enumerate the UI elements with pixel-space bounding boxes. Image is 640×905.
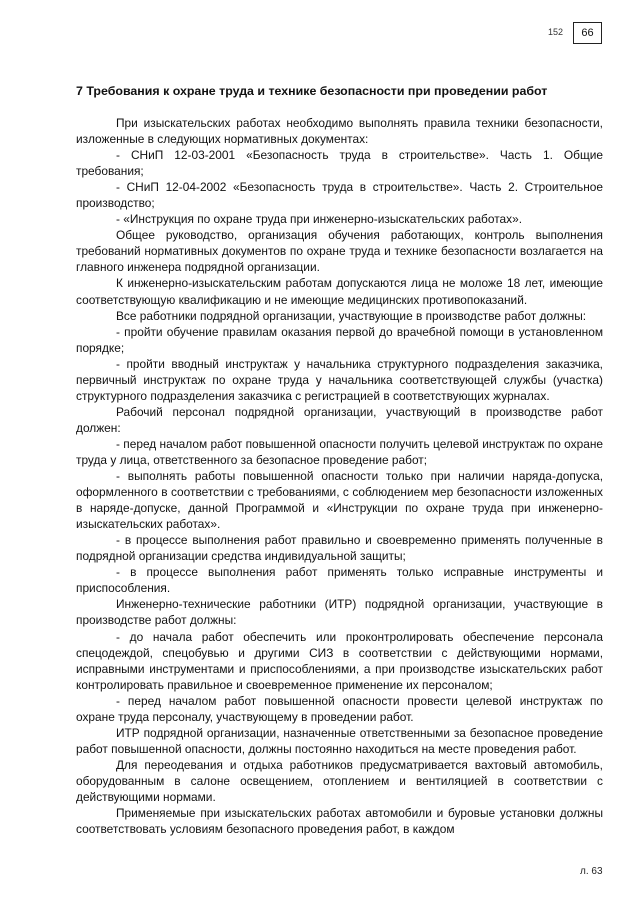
paragraph: К инженерно-изыскательским работам допускаются лица не моложе 18 лет, имеющие соответствующую квалификацию и не имеющие медицинских противопоказаний. [76, 276, 603, 307]
page-number-box: 66 [573, 22, 602, 44]
paragraph: Все работники подрядной организации, участвующие в производстве работ должны: [116, 308, 587, 323]
section-heading: 7 Требования к охране труда и технике безопасности при проведении работ [76, 84, 548, 98]
list-item: - СНиП 12-03-2001 «Безопасность труда в строительстве». Часть 1. Общие требования; [76, 148, 603, 179]
list-item: - пройти обучение правилам оказания первой до врачебной помощи в установленном порядке; [76, 324, 603, 355]
paragraph: Рабочий персонал подрядной организации, участвующий в производстве работ должен: [76, 404, 603, 435]
list-item: - в процессе выполнения работ применять только исправные инструменты и приспособления. [76, 565, 603, 596]
paragraph: ИТР подрядной организации, назначенные ответственными за безопасное проведение работ повышенной опасности, должны постоянно находиться на месте проведения работ. [76, 725, 603, 756]
list-item: - до начала работ обеспечить или проконтролировать обеспечение персонала спецодеждой, спецобувью и другими СИЗ в соответствии с действующими нормами, исправными инструментами и приспособлениями, а при производстве изыскательских работ контролировать правильное и своевременное применение их персоналом; [76, 629, 603, 692]
paragraph: Инженерно-технические работники (ИТР) подрядной организации, участвующие в производстве работ должны: [76, 597, 603, 628]
paragraph: При изыскательских работах необходимо выполнять правила техники безопасности, изложенные в следующих нормативных документах: [76, 116, 603, 147]
list-item: - СНиП 12-04-2002 «Безопасность труда в строительстве». Часть 2. Строительное производство; [76, 180, 603, 211]
body-text [76, 115, 603, 837]
paragraph: Применяемые при изыскательских работах автомобили и буровые установки должны соответствовать условиям безопасного проведения работ, в каждом [76, 806, 603, 837]
list-item: - «Инструкция по охране труда при инженерно-изыскательских работах». [116, 212, 523, 227]
list-item: - пройти вводный инструктаж у начальника структурного подразделения заказчика, первичный инструктаж по охране труда у начальника соответствующей службы (участка) структурного подразделения заказчика с регистрацией в соответствующих журналах. [76, 356, 603, 403]
paragraph: Для переодевания и отдыха работников предусматривается вахтовый автомобиль, оборудованным в салоне освещением, отоплением и вентиляцией в соответствии с действующими нормами. [76, 757, 603, 804]
paragraph: Общее руководство, организация обучения работающих, контроль выполнения требований нормативных документов по охране труда и технике безопасности возлагается на главного инженера подрядной организации. [76, 228, 603, 275]
list-item: - перед началом работ повышенной опасности провести целевой инструктаж по охране труда персоналу, участвующему в проведении работ. [76, 693, 603, 724]
footer-page-label: л. 63 [580, 866, 603, 877]
list-item: - в процессе выполнения работ правильно и своевременно применять полученные в подрядной организации средства индивидуальной защиты; [76, 533, 603, 564]
document-number: 152 [548, 27, 564, 37]
list-item: - выполнять работы повышенной опасности только при наличии наряда-допуска, оформленного в соответствии с требованиями, с соблюдением мер безопасности изложенных в наряде-допуске, данной Программой и «Инструкции по охране труда при инженерно-изыскательских работах». [76, 469, 603, 532]
list-item: - перед началом работ повышенной опасности получить целевой инструктаж по охране труда у лица, ответственного за безопасное проведение работ; [76, 436, 603, 467]
